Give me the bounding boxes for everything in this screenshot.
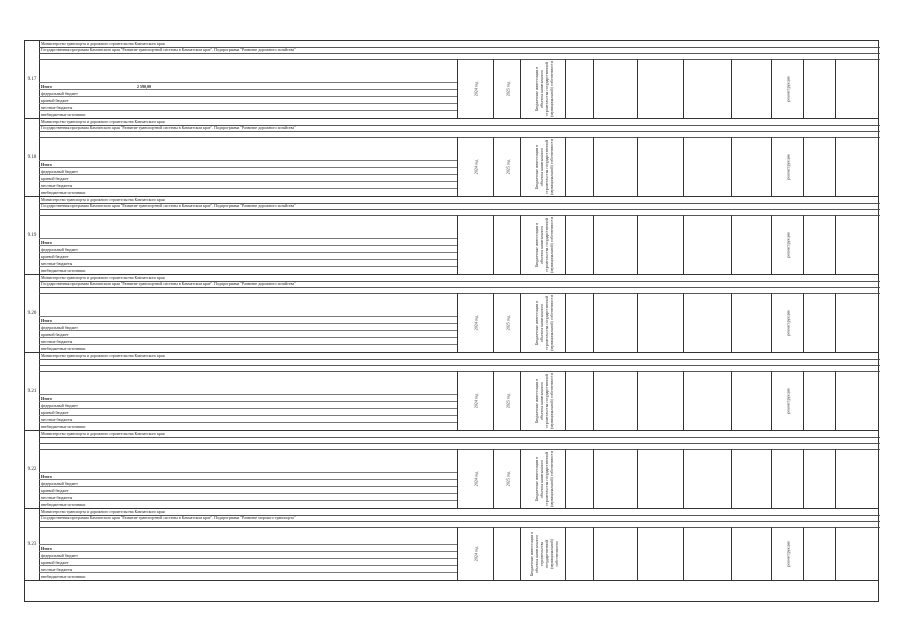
attribute-cell <box>731 59 772 118</box>
attribute-text: 2025 год <box>505 81 510 96</box>
table-row <box>25 431 878 509</box>
row-ministry: Министерство транспорта и дорожного строительства Камчатского края <box>39 275 880 282</box>
attribute-cell <box>520 527 566 580</box>
row-ministry: Министерство транспорта и дорожного строительства Камчатского края <box>39 509 880 516</box>
financing-line-extra <box>39 500 457 508</box>
attribute-cell <box>637 137 684 196</box>
financing-block <box>39 137 458 197</box>
attribute-cell <box>771 293 804 352</box>
attribute-text: 2024 год <box>473 546 479 561</box>
financing-label: федеральный бюджет <box>41 325 78 330</box>
row-program: Государственная программа Камчатского края "Развитие транспортной системы в Камчатском крае". Подпрограмма "Развитие морского транспорта" <box>39 515 880 522</box>
financing-label: Итого <box>41 396 52 401</box>
financing-label: Итого <box>41 474 52 479</box>
attribute-cell <box>835 371 879 430</box>
row-ministry: Министерство транспорта и дорожного строительства Камчатского края <box>39 353 880 360</box>
attribute-cell <box>457 293 494 352</box>
attribute-text: реконструкция <box>785 540 791 567</box>
table-row <box>25 275 878 353</box>
financing-label: федеральный бюджет <box>41 481 78 486</box>
row-number: 9.22 <box>25 431 40 508</box>
attribute-cell <box>683 371 732 430</box>
attribute-cell <box>803 215 836 274</box>
attribute-cell <box>493 215 521 274</box>
attribute-cell <box>835 449 879 508</box>
attribute-cell <box>457 59 494 118</box>
attribute-cell <box>835 59 879 118</box>
financing-label: местные бюджеты <box>41 261 73 266</box>
attribute-text: реконструкция <box>785 309 791 336</box>
attribute-cell <box>835 527 879 580</box>
financing-label: краевой бюджет <box>41 410 69 415</box>
attribute-cell <box>683 527 732 580</box>
attribute-cell <box>593 527 638 580</box>
financing-line-extra <box>39 110 457 118</box>
attribute-cell <box>803 293 836 352</box>
attribute-cell <box>520 215 566 274</box>
attribute-text: Бюджетные инвестиции в объекты капитального строительства государственной (муниципальной) собственности <box>533 216 554 273</box>
row-number: 9.17 <box>25 41 40 118</box>
row-ministry: Министерство транспорта и дорожного строительства Камчатского края <box>39 431 880 438</box>
attribute-cell <box>771 59 804 118</box>
attribute-cell <box>565 215 594 274</box>
attribute-cell <box>593 449 638 508</box>
attribute-text: 2024 год <box>473 315 479 330</box>
attribute-text: 2024 год <box>473 393 479 408</box>
attribute-cell <box>520 293 566 352</box>
row-program: Государственная программа Камчатского края "Развитие транспортной системы в Камчатском крае". Подпрограмма "Развитие дорожного хозяйства" <box>39 203 880 210</box>
financing-label: внебюджетные источники <box>41 574 86 579</box>
financing-label: федеральный бюджет <box>41 169 78 174</box>
row-number: 9.18 <box>25 119 40 196</box>
attribute-text: реконструкция <box>785 153 791 180</box>
financing-label: краевой бюджет <box>41 176 69 181</box>
attribute-cell <box>771 371 804 430</box>
attribute-cell <box>803 371 836 430</box>
attribute-cell <box>683 293 732 352</box>
attribute-cell <box>457 527 494 580</box>
attribute-cell <box>731 371 772 430</box>
financing-block <box>39 215 458 275</box>
attribute-cell <box>565 59 594 118</box>
attribute-cell <box>520 59 566 118</box>
attribute-cell <box>803 527 836 580</box>
attribute-cell <box>731 137 772 196</box>
attribute-cell <box>457 137 494 196</box>
financing-label: Итого <box>41 240 52 245</box>
financing-line-extra <box>39 422 457 430</box>
attribute-text: Бюджетные инвестиции в объекты капитального строительства государственной (муниципальной) собственности <box>533 294 554 351</box>
financing-label: внебюджетные источники <box>41 502 86 507</box>
financing-label: краевой бюджет <box>41 332 69 337</box>
attribute-cell <box>637 59 684 118</box>
attribute-text: реконструкция <box>785 75 791 102</box>
row-number: 9.21 <box>25 353 40 430</box>
attribute-cell <box>803 449 836 508</box>
attribute-cell <box>493 449 521 508</box>
attribute-cell <box>520 449 566 508</box>
attribute-cell <box>803 59 836 118</box>
attribute-cell <box>593 59 638 118</box>
attribute-cell <box>771 527 804 580</box>
attribute-text: Бюджетные инвестиции в объекты капитального строительства государственной (муниципальной) собственности <box>533 138 554 195</box>
row-ministry: Министерство транспорта и дорожного строительства Камчатского края <box>39 41 880 48</box>
financing-block <box>39 293 458 353</box>
attribute-text: 2025 год <box>505 471 510 486</box>
financing-label: федеральный бюджет <box>41 91 78 96</box>
attribute-text: 2024 год <box>473 471 479 486</box>
attribute-cell <box>565 371 594 430</box>
financing-value: 2 590,00 <box>137 84 151 89</box>
financing-block <box>39 59 458 119</box>
attribute-cell <box>593 293 638 352</box>
financing-label: местные бюджеты <box>41 105 73 110</box>
financing-label: местные бюджеты <box>41 339 73 344</box>
financing-line-extra <box>39 188 457 196</box>
attribute-cell <box>683 137 732 196</box>
row-number: 9.23 <box>25 509 40 580</box>
attribute-text: Бюджетные инвестиции в объекты капитального строительства государственной (муниципальной) собственности <box>533 372 554 429</box>
row-program: Государственная программа Камчатского края "Развитие транспортной системы в Камчатском крае". Подпрограмма "Развитие дорожного хозяйства" <box>39 281 880 288</box>
attribute-cell <box>493 527 521 580</box>
table-row <box>25 119 878 197</box>
attribute-cell <box>731 293 772 352</box>
attribute-cell <box>593 137 638 196</box>
financing-label: внебюджетные источники <box>41 346 86 351</box>
financing-line-extra <box>39 266 457 274</box>
financing-block <box>39 371 458 431</box>
attribute-cell <box>771 215 804 274</box>
financing-label: краевой бюджет <box>41 488 69 493</box>
financing-label: Итого <box>41 162 52 167</box>
attribute-cell <box>493 371 521 430</box>
attribute-text: Бюджетные инвестиции в объекты капитального строительства государственной (муниципальной) собственности <box>528 531 559 576</box>
financing-label: федеральный бюджет <box>41 403 78 408</box>
financing-label: федеральный бюджет <box>41 247 78 252</box>
financing-label: местные бюджеты <box>41 183 73 188</box>
attribute-text: Бюджетные инвестиции в объекты капитального строительства государственной (муниципальной) собственности <box>533 60 554 117</box>
table-row <box>25 353 878 431</box>
financing-block <box>39 449 458 509</box>
row-ministry: Министерство транспорта и дорожного строительства Камчатского края <box>39 197 880 204</box>
document-page <box>24 40 879 602</box>
attribute-cell <box>683 449 732 508</box>
financing-label: внебюджетные источники <box>41 112 86 117</box>
attribute-cell <box>520 137 566 196</box>
financing-block <box>39 527 458 581</box>
attribute-cell <box>493 59 521 118</box>
financing-label: Итого <box>41 84 52 89</box>
row-program: Государственная программа Камчатского края "Развитие транспортной системы в Камчатском крае". Подпрограмма "Развитие дорожного хозяйства" <box>39 125 880 132</box>
attribute-cell <box>835 215 879 274</box>
financing-label: краевой бюджет <box>41 98 69 103</box>
attribute-cell <box>457 449 494 508</box>
attribute-text: Бюджетные инвестиции в объекты капитального строительства государственной (муниципальной) собственности <box>533 450 554 507</box>
attribute-cell <box>771 137 804 196</box>
attribute-text: реконструкция <box>785 231 791 258</box>
attribute-cell <box>565 449 594 508</box>
attribute-cell <box>637 371 684 430</box>
attribute-cell <box>565 293 594 352</box>
attribute-cell <box>593 215 638 274</box>
financing-label: краевой бюджет <box>41 254 69 259</box>
row-number: 9.20 <box>25 275 40 352</box>
attribute-cell <box>835 293 879 352</box>
financing-label: местные бюджеты <box>41 495 73 500</box>
attribute-text: 2024 год <box>473 159 479 174</box>
table-row <box>25 197 878 275</box>
attribute-cell <box>731 215 772 274</box>
attribute-text: 2024 год <box>473 81 479 96</box>
row-number: 9.19 <box>25 197 40 274</box>
attribute-cell <box>683 215 732 274</box>
attribute-cell <box>493 137 521 196</box>
attribute-cell <box>637 527 684 580</box>
attribute-cell <box>520 371 566 430</box>
attribute-cell <box>457 371 494 430</box>
row-program: Государственная программа Камчатского края "Развитие транспортной системы в Камчатском крае". Подпрограмма "Развитие дорожного хозяйства" <box>39 47 880 54</box>
attribute-cell <box>771 449 804 508</box>
table-row <box>25 509 878 581</box>
attribute-cell <box>637 293 684 352</box>
attribute-cell <box>803 137 836 196</box>
attribute-cell <box>565 527 594 580</box>
attribute-cell <box>835 137 879 196</box>
attribute-text: реконструкция <box>785 387 791 414</box>
attribute-text: 2025 год <box>505 315 510 330</box>
financing-label: местные бюджеты <box>41 567 73 572</box>
attribute-cell <box>683 59 732 118</box>
attribute-text: 2025 год <box>505 393 510 408</box>
financing-label: местные бюджеты <box>41 417 73 422</box>
financing-label: внебюджетные источники <box>41 268 86 273</box>
attribute-cell <box>565 137 594 196</box>
financing-label: Итого <box>41 546 52 551</box>
attribute-cell <box>637 449 684 508</box>
financing-label: внебюджетные источники <box>41 424 86 429</box>
attribute-cell <box>593 371 638 430</box>
attribute-cell <box>457 215 494 274</box>
financing-label: Итого <box>41 318 52 323</box>
attribute-cell <box>731 449 772 508</box>
table-row <box>25 41 878 119</box>
financing-label: внебюджетные источники <box>41 190 86 195</box>
financing-line-extra <box>39 344 457 352</box>
financing-line-extra <box>39 572 457 580</box>
row-ministry: Министерство транспорта и дорожного строительства Камчатского края <box>39 119 880 126</box>
attribute-cell <box>493 293 521 352</box>
attribute-cell <box>731 527 772 580</box>
financing-label: краевой бюджет <box>41 560 69 565</box>
attribute-text: 2025 год <box>505 159 510 174</box>
financing-label: федеральный бюджет <box>41 553 78 558</box>
attribute-cell <box>637 215 684 274</box>
